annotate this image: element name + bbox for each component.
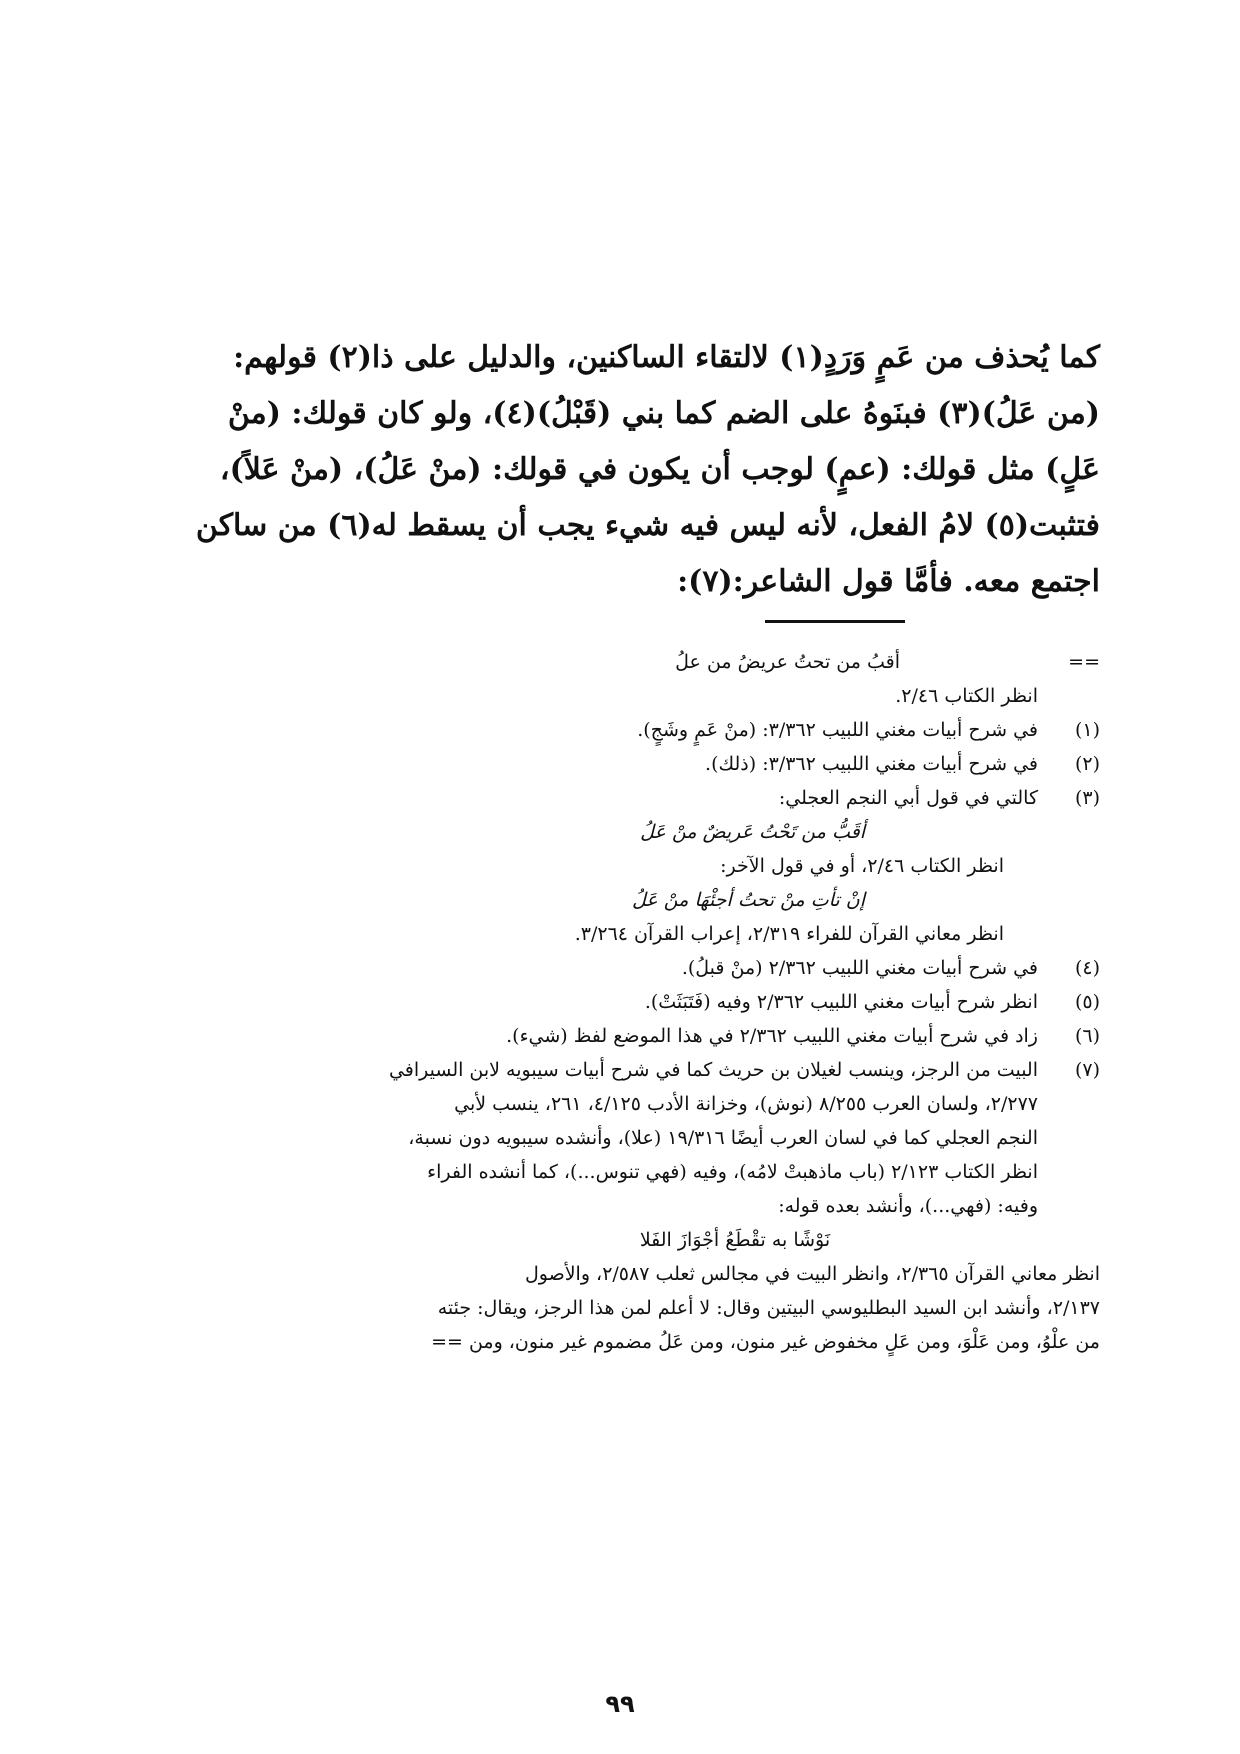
footnote-text: كالتي في قول أبي النجم العجلي:	[778, 787, 1038, 809]
footnote-7-line: انظر الكتاب ٢/١٢٣ (باب ماذهبتْ لامُه)، وفيه (فهي تنوس...)، كما أنشده الفراء	[427, 1161, 1038, 1183]
footnote-1	[290, 713, 1100, 747]
footnote-7-line: النجم العجلي كما في لسان العرب أيضًا ١٩/٣١٦ (علا)، وأنشده سيبويه دون نسبة،	[408, 1127, 1038, 1149]
main-text-line: اجتمع معه. فأمَّا قول الشاعر:(٧):	[677, 564, 1100, 599]
footnote-3-reference-2: انظر معاني القرآن للفراء ٢/٣١٩، إعراب القرآن ٣/٢٦٤.	[574, 923, 1004, 945]
main-text-line: عَلٍ) مثل قولك: (عمٍ) لوجب أن يكون في قولك: (منْ عَلُ)، (منْ عَلاً)،	[219, 452, 1100, 487]
footnote-number: (١)	[1074, 719, 1100, 741]
footnote-7-verse: نَوْشًا به تقْطَعُ أجْوَازَ الفَلا	[639, 1229, 831, 1251]
footnote-3	[290, 781, 1100, 815]
footnote-text: في شرح أبيات مغني اللبيب ٣/٣٦٢: (منْ عَمٍ وشَجٍ).	[637, 719, 1038, 741]
footnote-7-after-line: من علْوُ، ومن عَلْوَ، ومن عَلٍ مخفوض غير منون، ومن عَلُ مضموم غير منون، ومن ==	[431, 1331, 1100, 1353]
continued-verse-text: أقبُ من تحتُ عريضُ من علُ	[675, 651, 900, 673]
footnote-7-after-line: ٢/١٣٧، وأنشد ابن السيد البطليوسي البيتين وقال: لا أعلم لمن هذا الرجز، ويقال: جئته	[437, 1297, 1100, 1319]
footnote-7-line: ٢/٢٧٧، ولسان العرب ٨/٢٥٥ (نوش)، وخزانة الأدب ٤/١٢٥، ٢٦١، ينسب لأبي	[454, 1093, 1038, 1115]
footnote-3-verse-1: أقَبُّ من تَحْتُ عَريضٌ منْ عَلُ	[640, 821, 865, 843]
footnote-6	[290, 1019, 1100, 1053]
footnote-text: زاد في شرح أبيات مغني اللبيب ٢/٣٦٢ في هذا الموضع لفظ (شيء).	[506, 1025, 1038, 1047]
footnote-separator	[765, 620, 905, 623]
footnotes	[290, 645, 1100, 1359]
footnote-5	[290, 985, 1100, 1019]
footnote-text: في شرح أبيات مغني اللبيب ٢/٣٦٢ (منْ قبلُ).	[681, 957, 1038, 979]
footnote-7-line: وفيه: (فهي...)، وأنشد بعده قوله:	[778, 1195, 1038, 1217]
footnote-number: (٥)	[1074, 991, 1100, 1013]
footnote-7	[290, 1053, 1100, 1087]
continued-footnote-verse	[290, 645, 1100, 679]
footnote-text: انظر شرح أبيات مغني اللبيب ٢/٣٦٢ وفيه (فَتَبَثَتْ).	[644, 991, 1038, 1013]
main-text-line: (من عَلُ)(٣) فبنَوهُ على الضم كما بني (قَبْلُ)(٤)، ولو كان قولك: (منْ	[227, 396, 1100, 431]
footnote-number: (٤)	[1074, 957, 1100, 979]
footnote-text: البيت من الرجز، وينسب لغيلان بن حريث كما في شرح أبيات سيبويه لابن السيرافي	[388, 1059, 1038, 1081]
main-text-line: فتثبت(٥) لامُ الفعل، لأنه ليس فيه شيء يجب أن يسقط له(٦) من ساكن	[195, 508, 1100, 543]
footnote-3-verse-2: إنْ تأتِ منْ تحتُ أجئْهَا منْ عَلُ	[632, 889, 865, 911]
footnote-text: في شرح أبيات مغني اللبيب ٣/٣٦٢: (ذلك).	[705, 753, 1038, 775]
footnote-4	[290, 951, 1100, 985]
main-text	[195, 330, 1100, 610]
continued-reference: انظر الكتاب ٢/٤٦.	[895, 685, 1038, 707]
footnote-number: (٦)	[1074, 1025, 1100, 1047]
page-number: ٩٩	[605, 1690, 635, 1718]
footnote-number: (٧)	[1074, 1059, 1100, 1081]
footnote-number: (٣)	[1074, 787, 1100, 809]
footnote-number: (٢)	[1074, 753, 1100, 775]
footnote-3-reference-1: انظر الكتاب ٢/٤٦، أو في قول الآخر:	[720, 855, 1004, 877]
main-text-line: كما يُحذف من عَمٍ وَرَدٍ(١) لالتقاء الساكنين، والدليل على ذا(٢) قولهم:	[233, 340, 1100, 375]
footnote-7-after-line: انظر معاني القرآن ٢/٣٦٥، وانظر البيت في مجالس ثعلب ٢/٥٨٧، والأصول	[524, 1263, 1100, 1285]
continued-marker: ==	[1068, 651, 1100, 673]
footnote-2	[290, 747, 1100, 781]
